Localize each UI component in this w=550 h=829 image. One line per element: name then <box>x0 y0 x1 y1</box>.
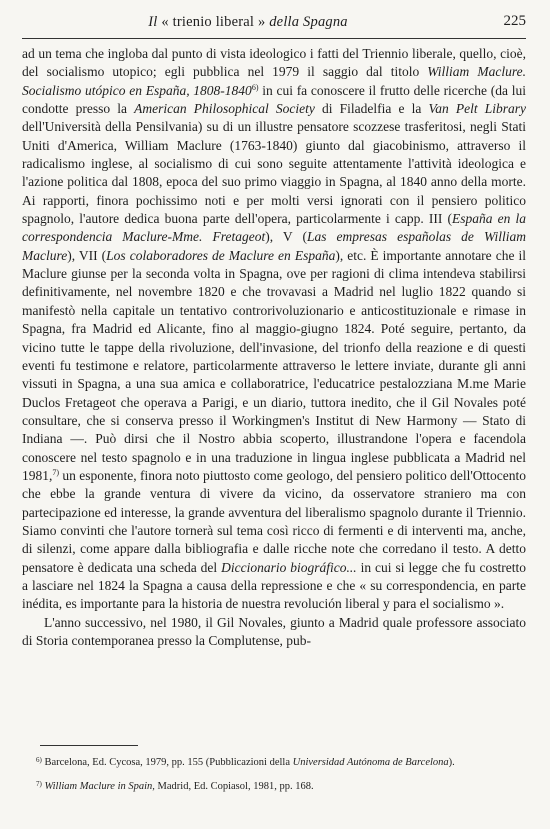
text-run: in cui fa conoscere il frutto delle ricerche (da lui condotte presso la <box>22 82 526 117</box>
footnote-text: Barcelona, Ed. Cycosa, 1979, pp. 155 (Pubblicazioni della <box>41 757 293 768</box>
page-number: 225 <box>503 13 526 29</box>
text-run: ), VII ( <box>67 247 107 263</box>
italic-name: Van Pelt Library <box>428 101 527 117</box>
italic-title: España en la correspondencia Maclure-Mme. Fretageot <box>22 211 526 245</box>
running-title-quote: « trienio liberal » <box>161 14 266 30</box>
italic-title: Diccionario biográfico... <box>221 559 357 575</box>
footnote-6 <box>22 756 526 771</box>
italic-title: Los colaboradores de Maclure en España <box>106 247 336 263</box>
paragraph-2: L'anno successivo, nel 1980, il Gil Novales, giunto a Madrid quale professore associato di Storia contemporanea presso la Complutense, pub- <box>22 614 526 648</box>
text-run: ), V ( <box>265 229 307 245</box>
footnote-italic: Universidad Autónoma de Barcelona <box>292 757 449 768</box>
italic-title: Las empresas españolas de William Maclure <box>22 229 526 263</box>
italic-title: William Maclure. Socialismo utópico en España, 1808-1840 <box>22 64 526 98</box>
footnotes <box>22 756 526 803</box>
text-run: un esponente, finora noto piuttosto come geologo, del pensiero politico dell'Ottocento che ebbe la grande ventura di vivere da vicino, da osservatore straniero ma con partecipazione ed interesse, la grande avventura del liberalismo spagnolo durante il Triennio. Siamo convinti che l'autore tornerà sul tema così ricco di fermenti e di interventi ma, anche, di silenzi, come appare dalla bibliografia e dalle ricche note che corredano il testo. A detto pensatore è dedicata una scheda del <box>22 467 527 575</box>
footnote-mark: 7) <box>36 779 42 788</box>
text-run: ad un tema che ingloba dal punto di vista ideologico i fatti del Triennio liberale, quello, cioè, del socialismo utopico; egli pubblica nel 1979 il saggio dal titolo <box>22 46 526 80</box>
main-text <box>22 45 526 650</box>
footnote-text: ). <box>448 757 455 768</box>
footnote-rule <box>40 745 138 746</box>
text-run: ), etc. È importante annotare che il Maclure giunse per la seconda volta in Spagna, ove per ragioni di clima intendeva stabilirsi definitivamente, nel novembre 1820 e che trovavasi a Madrid nel luglio 1822 quando si manifestò nella capitale un tentativo controrivoluzionario e anticostituzionale e rimase in Spagna, fra Madrid ed Alicante, fino al maggio-giugno 1824. Poté seguire, pertanto, da vicino tutte le tappe della rivoluzione, dell'invasione, del trionfo della reazione e di questi eventi fu testimone e relatore, particolarmente attraverso le lettere inviate, durante gli anni vissuti in Spagna, a una sua amica e collaboratrice, l'educatrice pestalozziana M.me Marie Duclos Fretageot che operava a Parigi, e un diario, tuttora inedito, che il Gil Novales poté consultare, che si conserva presso il Workingmen's Institut di New Harmony — Stato di Indiana —. Può dirsi che il Nostro abbia scoperto, illustrandone l'opera e facendola conoscere nel testo spagnolo e in una traduzione in lingua inglese pubblicata a Madrid nel 1981, <box>22 247 526 483</box>
text-run: di Filadelfia e la <box>314 101 429 117</box>
running-header <box>22 12 526 39</box>
footnote-mark: 6) <box>36 756 42 764</box>
footnote-7 <box>22 780 526 795</box>
footnote-ref: 6) <box>251 82 259 92</box>
footnote-italic: William Maclure in Spain, <box>41 780 155 792</box>
text-run: dell'Università della Pensilvania) su di un illustre pensatore scozzese trasferitosi, negli Stati Uniti d'America, William Maclure (1763-1840) giunto dal giacobinismo, attraverso il radicalismo inglese, al socialismo di cui sono seguite attentamente l'attività ideologica e l'azione politica dal 1808, epoca del suo primo viaggio in Spagna, al 1840 anno della morte. Ai rapporti, finora pochissimo noti e per molti versi ignorati con il pensiero politico spagnolo, l'autore dedica buona parte dell'opera, particolarmente i capp. III ( <box>22 119 526 227</box>
italic-name: American Philosophical Society <box>134 101 315 117</box>
running-title-pre: Il <box>148 14 162 30</box>
footnote-text: Madrid, Ed. Copiasol, 1981, pp. 168. <box>154 780 314 792</box>
running-title-post: della Spagna <box>265 14 348 30</box>
paragraph-1 <box>22 45 526 614</box>
running-title <box>22 14 474 31</box>
text-run: in cui si legge che fu costretto a lasciare nel 1824 la Spagna a causa della repressione e che « su correspondencia, en parte inédita, es importante para la historia de nuestra revolución liberal y para el socialismo ». <box>22 559 526 612</box>
footnote-ref: 7) <box>52 467 60 477</box>
